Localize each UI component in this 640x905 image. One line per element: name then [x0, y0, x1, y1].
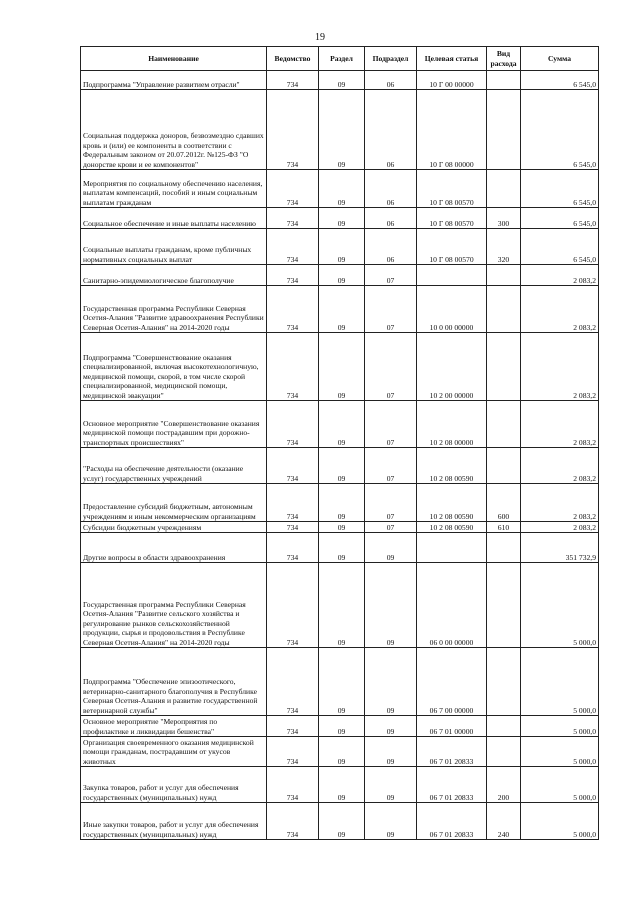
row-vid: [487, 716, 521, 737]
row-celevaya: [417, 265, 487, 286]
row-vid: [487, 533, 521, 563]
row-vedomstvo: 734: [267, 170, 319, 208]
header-name: Наименование: [81, 47, 267, 71]
row-celevaya: 06 7 01 20833: [417, 737, 487, 767]
row-name: Социальная поддержка доноров, безвозмездно сдавших кровь и (или) ее компоненты в соответствии с Федеральным законом от 20.07.2012г. №125-ФЗ "О донорстве крови и ее компонентов": [81, 90, 267, 170]
row-vedomstvo: 734: [267, 484, 319, 522]
row-razdel: 09: [319, 484, 365, 522]
row-celevaya: 10 Г 08 00000: [417, 90, 487, 170]
row-celevaya: 10 2 08 00590: [417, 522, 487, 533]
row-razdel: 09: [319, 401, 365, 448]
row-celevaya: 06 7 00 00000: [417, 648, 487, 716]
row-vid: [487, 563, 521, 648]
row-podrazdel: 09: [365, 533, 417, 563]
row-name: Санитарно-эпидемиологическое благополучие: [81, 265, 267, 286]
row-name: Субсидии бюджетным учреждениям: [81, 522, 267, 533]
row-vid: 200: [487, 767, 521, 803]
row-razdel: 09: [319, 265, 365, 286]
header-vid: Вид расхода: [487, 47, 521, 71]
row-summa: 5 000,0: [521, 803, 599, 840]
row-celevaya: 10 2 00 00000: [417, 333, 487, 401]
row-podrazdel: 07: [365, 286, 417, 333]
row-razdel: 09: [319, 533, 365, 563]
row-razdel: 09: [319, 737, 365, 767]
table-row: [81, 563, 599, 648]
row-vedomstvo: 734: [267, 208, 319, 229]
header-celevaya: Целевая статья: [417, 47, 487, 71]
table-row: [81, 522, 599, 533]
row-vid: [487, 737, 521, 767]
row-summa: 5 000,0: [521, 767, 599, 803]
row-summa: 6 545,0: [521, 71, 599, 90]
row-vedomstvo: 734: [267, 522, 319, 533]
row-vedomstvo: 734: [267, 333, 319, 401]
row-celevaya: 10 Г 08 00570: [417, 170, 487, 208]
row-vedomstvo: 734: [267, 286, 319, 333]
row-summa: 2 083,2: [521, 265, 599, 286]
row-name: Организация своевременного оказания медицинской помощи гражданам, пострадавшим от укусов животных: [81, 737, 267, 767]
row-name: Основное мероприятие "Мероприятия по профилактике и ликвидации бешенства": [81, 716, 267, 737]
row-celevaya: [417, 533, 487, 563]
row-vedomstvo: 734: [267, 90, 319, 170]
row-vedomstvo: 734: [267, 448, 319, 484]
row-vid: 600: [487, 484, 521, 522]
row-vid: 320: [487, 229, 521, 265]
row-name: Подпрограмма "Совершенствование оказания специализированной, включая высокотехнологичную, медицинской помощи, скорой, в том числе скорой специализированной, медицинской помощи, медицинской эвакуации": [81, 333, 267, 401]
row-celevaya: 06 0 00 00000: [417, 563, 487, 648]
row-summa: 351 732,9: [521, 533, 599, 563]
row-name: Мероприятия по социальному обеспечению населения, выплатам компенсаций, пособий и иным социальным выплатам гражданам: [81, 170, 267, 208]
table-row: [81, 737, 599, 767]
row-vid: [487, 90, 521, 170]
header-row: [81, 47, 599, 71]
table-row: [81, 484, 599, 522]
table-row: [81, 716, 599, 737]
table-row: [81, 803, 599, 840]
row-razdel: 09: [319, 71, 365, 90]
row-name: Иные закупки товаров, работ и услуг для обеспечения государственных (муниципальных) нужд: [81, 803, 267, 840]
row-summa: 5 000,0: [521, 563, 599, 648]
row-summa: 5 000,0: [521, 716, 599, 737]
row-celevaya: 06 7 01 20833: [417, 803, 487, 840]
row-vedomstvo: 734: [267, 648, 319, 716]
row-vid: [487, 71, 521, 90]
row-podrazdel: 06: [365, 229, 417, 265]
table-row: [81, 333, 599, 401]
table-row: [81, 71, 599, 90]
row-razdel: 09: [319, 286, 365, 333]
row-podrazdel: 07: [365, 522, 417, 533]
row-vedomstvo: 734: [267, 563, 319, 648]
row-razdel: 09: [319, 803, 365, 840]
header-podrazdel: Подраздел: [365, 47, 417, 71]
row-name: Подпрограмма "Обеспечение эпизоотического, ветеринарно-санитарного благополучия в Республике Северная Осетия-Алания и развитие государственной ветеринарной службы": [81, 648, 267, 716]
row-razdel: 09: [319, 90, 365, 170]
row-vid: [487, 401, 521, 448]
row-vid: 300: [487, 208, 521, 229]
table-row: [81, 90, 599, 170]
table-header: [81, 47, 599, 71]
header-vedomstvo: Ведомство: [267, 47, 319, 71]
row-podrazdel: 09: [365, 563, 417, 648]
row-vedomstvo: 734: [267, 767, 319, 803]
row-razdel: 09: [319, 648, 365, 716]
row-name: Закупка товаров, работ и услуг для обеспечения государственных (муниципальных) нужд: [81, 767, 267, 803]
row-vedomstvo: 734: [267, 265, 319, 286]
row-razdel: 09: [319, 716, 365, 737]
row-vid: [487, 265, 521, 286]
table-row: [81, 767, 599, 803]
row-summa: 6 545,0: [521, 208, 599, 229]
row-podrazdel: 09: [365, 767, 417, 803]
row-celevaya: 06 7 01 00000: [417, 716, 487, 737]
row-celevaya: 10 2 08 00590: [417, 484, 487, 522]
row-razdel: 09: [319, 229, 365, 265]
row-podrazdel: 07: [365, 448, 417, 484]
table-row: [81, 208, 599, 229]
table-row: [81, 229, 599, 265]
table-row: [81, 170, 599, 208]
row-podrazdel: 09: [365, 737, 417, 767]
row-vedomstvo: 734: [267, 803, 319, 840]
row-razdel: 09: [319, 767, 365, 803]
row-podrazdel: 09: [365, 648, 417, 716]
row-celevaya: 10 2 08 00590: [417, 448, 487, 484]
row-summa: 2 083,2: [521, 522, 599, 533]
row-summa: 2 083,2: [521, 333, 599, 401]
row-podrazdel: 06: [365, 71, 417, 90]
row-razdel: 09: [319, 333, 365, 401]
table-row: [81, 265, 599, 286]
row-podrazdel: 09: [365, 803, 417, 840]
page-number: 19: [315, 32, 325, 43]
row-podrazdel: 07: [365, 333, 417, 401]
row-podrazdel: 07: [365, 401, 417, 448]
row-razdel: 09: [319, 208, 365, 229]
row-podrazdel: 07: [365, 265, 417, 286]
row-celevaya: 10 0 00 00000: [417, 286, 487, 333]
row-podrazdel: 06: [365, 208, 417, 229]
row-vid: 610: [487, 522, 521, 533]
header-razdel: Раздел: [319, 47, 365, 71]
row-celevaya: 10 Г 08 00570: [417, 229, 487, 265]
row-name: Другие вопросы в области здравоохранения: [81, 533, 267, 563]
row-summa: 6 545,0: [521, 170, 599, 208]
row-summa: 2 083,2: [521, 401, 599, 448]
row-vid: [487, 286, 521, 333]
row-vedomstvo: 734: [267, 229, 319, 265]
row-vedomstvo: 734: [267, 737, 319, 767]
row-razdel: 09: [319, 170, 365, 208]
row-name: "Расходы на обеспечение деятельности (оказание услуг) государственных учреждений: [81, 448, 267, 484]
row-summa: 2 083,2: [521, 448, 599, 484]
row-summa: 5 000,0: [521, 737, 599, 767]
table-row: [81, 448, 599, 484]
row-name: Государственная программа Республики Северная Осетия-Алания "Развитие здравоохранения Республики Северная Осетия-Алания" на 2014-2020 годы: [81, 286, 267, 333]
row-vedomstvo: 734: [267, 71, 319, 90]
row-razdel: 09: [319, 522, 365, 533]
row-vedomstvo: 734: [267, 716, 319, 737]
row-vedomstvo: 734: [267, 533, 319, 563]
row-celevaya: 10 Г 08 00570: [417, 208, 487, 229]
row-razdel: 09: [319, 563, 365, 648]
row-celevaya: 06 7 01 20833: [417, 767, 487, 803]
table-row: [81, 533, 599, 563]
row-vedomstvo: 734: [267, 401, 319, 448]
budget-table: [80, 46, 599, 840]
row-podrazdel: 06: [365, 90, 417, 170]
row-name: Государственная программа Республики Северная Осетия-Алания "Развитие сельского хозяйства и регулирование рынков сельскохозяйственной продукции, сырья и продовольствия в Республике Северная Осетия-Алания" на 2014-2020 годы: [81, 563, 267, 648]
table-body: [81, 71, 599, 840]
row-name: Основное мероприятие "Совершенствование оказания медицинской помощи пострадавшим при дорожно-транспортных происшествиях": [81, 401, 267, 448]
row-name: Предоставление субсидий бюджетным, автономным учреждениям и иным некоммерческим организациям: [81, 484, 267, 522]
row-vid: [487, 170, 521, 208]
table-row: [81, 648, 599, 716]
row-name: Социальное обеспечение и иные выплаты населению: [81, 208, 267, 229]
row-vid: [487, 333, 521, 401]
row-vid: [487, 448, 521, 484]
row-name: Подпрограмма "Управление развитием отрасли": [81, 71, 267, 90]
row-summa: 2 083,2: [521, 484, 599, 522]
table-row: [81, 401, 599, 448]
row-name: Социальные выплаты гражданам, кроме публичных нормативных социальных выплат: [81, 229, 267, 265]
row-summa: 6 545,0: [521, 90, 599, 170]
row-summa: 6 545,0: [521, 229, 599, 265]
row-podrazdel: 07: [365, 484, 417, 522]
row-celevaya: 10 2 08 00000: [417, 401, 487, 448]
row-vid: 240: [487, 803, 521, 840]
row-vid: [487, 648, 521, 716]
row-podrazdel: 09: [365, 716, 417, 737]
row-summa: 2 083,2: [521, 286, 599, 333]
row-summa: 5 000,0: [521, 648, 599, 716]
row-podrazdel: 06: [365, 170, 417, 208]
header-summa: Сумма: [521, 47, 599, 71]
row-razdel: 09: [319, 448, 365, 484]
table-row: [81, 286, 599, 333]
row-celevaya: 10 Г 00 00000: [417, 71, 487, 90]
